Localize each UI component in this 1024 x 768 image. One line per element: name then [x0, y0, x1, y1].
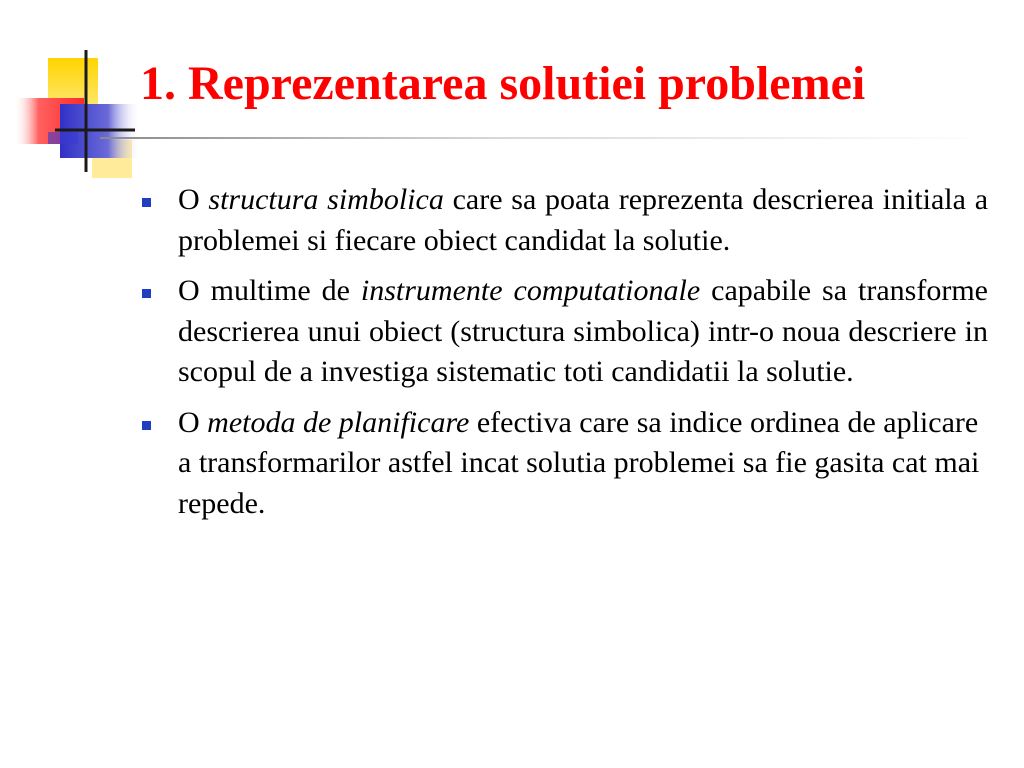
bullet-text-3 [178, 403, 988, 525]
slide-title: 1. Reprezentarea solutiei problemei [140, 57, 866, 110]
square-bullet-icon [142, 421, 151, 430]
bullet-list [142, 180, 988, 534]
bullet-item-3 [142, 403, 988, 525]
bullet-text-2 [178, 271, 988, 393]
bullet-1-rest: care sa poata reprezenta descrierea initiala a problemei si fiecare obiect candidat la solutie. [178, 183, 989, 257]
bullet-item-1 [142, 180, 988, 261]
square-bullet-icon [142, 289, 151, 298]
bullet-item-2 [142, 271, 988, 393]
square-bullet-icon [142, 198, 151, 207]
bullet-3-lead: O [178, 405, 208, 439]
bullet-1-emphasis: structura simbolica [208, 183, 444, 216]
bullet-2-emphasis: instrumente computationale [360, 274, 701, 307]
bullet-3-emphasis: metoda de planificare [207, 405, 470, 439]
bullet-2-rest: capabile sa transforme descrierea unui obiect (structura simbolica) intr-o noua descriere in scopul de a investiga sistematic toti candidatii la solutie. [178, 274, 988, 388]
bullet-3-rest: efectiva care sa indice ordinea de aplicare a transformarilor astfel incat solutia problemei sa fie gasita cat mai repede. [178, 405, 980, 520]
decorative-logo-icon [0, 0, 150, 190]
bullet-2-lead: O multime de [178, 274, 361, 307]
bullet-text-1 [178, 180, 988, 261]
title-divider [100, 137, 990, 139]
bullet-1-lead: O [178, 183, 209, 216]
